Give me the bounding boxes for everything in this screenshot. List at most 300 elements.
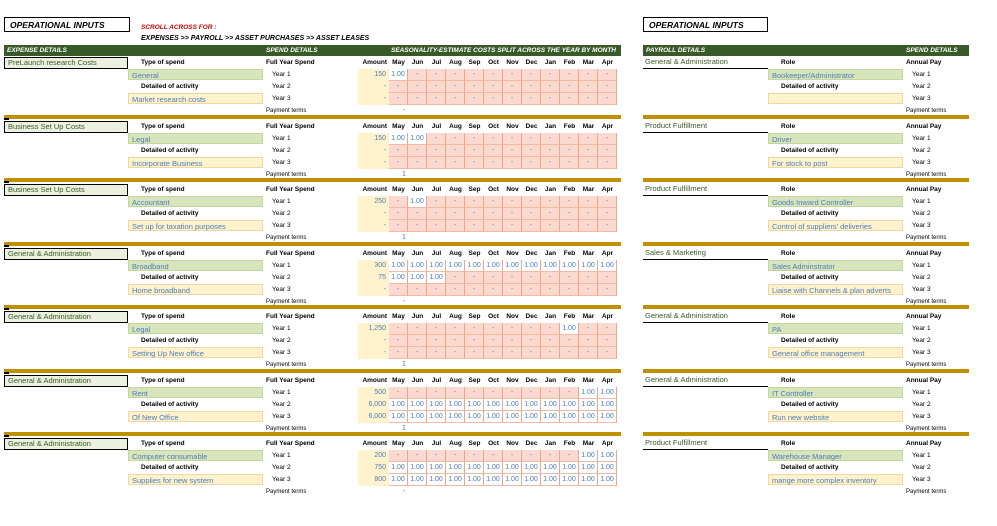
amount-year-2[interactable]: 75	[358, 272, 389, 284]
month-cell[interactable]: -	[522, 284, 541, 296]
month-cell[interactable]: -	[465, 284, 484, 296]
month-cell[interactable]: -	[427, 157, 446, 169]
month-cell[interactable]: -	[389, 347, 408, 359]
type-of-spend-input[interactable]: Broadband	[128, 260, 263, 271]
month-cell[interactable]: -	[503, 196, 522, 208]
month-cell[interactable]: -	[541, 133, 560, 145]
month-cell[interactable]: -	[522, 220, 541, 232]
month-cell[interactable]: -	[560, 145, 579, 157]
activity-input[interactable]: Market research costs	[128, 93, 263, 104]
month-cell[interactable]: -	[598, 133, 617, 145]
month-cell[interactable]: 1.00	[465, 411, 484, 423]
month-cell[interactable]: -	[560, 208, 579, 220]
month-cell[interactable]: 1.00	[408, 462, 427, 474]
month-cell[interactable]: 1.00	[389, 260, 408, 272]
month-cell[interactable]: -	[560, 133, 579, 145]
payment-terms-value[interactable]: 1	[402, 424, 406, 432]
month-cell[interactable]: -	[484, 69, 503, 81]
month-cell[interactable]: -	[522, 387, 541, 399]
month-cell[interactable]: -	[484, 81, 503, 93]
role-input[interactable]: Warehouse Manager	[768, 450, 903, 461]
month-cell[interactable]: -	[484, 284, 503, 296]
month-cell[interactable]: -	[446, 145, 465, 157]
month-cell[interactable]: -	[579, 133, 598, 145]
type-of-spend-input[interactable]: Computer consumable	[128, 450, 263, 461]
nav-path[interactable]: EXPENSES >> PAYROLL >> ASSET PURCHASES >> ASSET LEASES	[141, 35, 370, 42]
month-cell[interactable]: -	[503, 387, 522, 399]
month-cell[interactable]: -	[408, 145, 427, 157]
month-cell[interactable]: -	[446, 347, 465, 359]
month-cell[interactable]: -	[541, 145, 560, 157]
month-cell[interactable]: -	[503, 133, 522, 145]
month-cell[interactable]: -	[522, 133, 541, 145]
activity-input[interactable]: Setting Up New office	[128, 347, 263, 358]
month-cell[interactable]: -	[427, 387, 446, 399]
month-cell[interactable]: -	[389, 387, 408, 399]
month-cell[interactable]: -	[465, 323, 484, 335]
month-cell[interactable]: 1.00	[465, 462, 484, 474]
month-cell[interactable]: -	[465, 145, 484, 157]
month-cell[interactable]: -	[484, 450, 503, 462]
month-cell[interactable]: -	[503, 145, 522, 157]
activity-input[interactable]: Set up for taxation purposes	[128, 220, 263, 231]
month-cell[interactable]: -	[484, 208, 503, 220]
month-cell[interactable]: 1.00	[408, 272, 427, 284]
month-cell[interactable]: -	[522, 145, 541, 157]
month-cell[interactable]: -	[484, 347, 503, 359]
month-cell[interactable]: -	[446, 335, 465, 347]
month-cell[interactable]: -	[389, 81, 408, 93]
month-cell[interactable]: 1.00	[522, 260, 541, 272]
month-cell[interactable]: -	[598, 157, 617, 169]
month-cell[interactable]: -	[503, 284, 522, 296]
month-cell[interactable]: -	[408, 323, 427, 335]
activity-input[interactable]: For stock to post	[768, 157, 903, 168]
month-cell[interactable]: -	[484, 335, 503, 347]
month-cell[interactable]: -	[446, 387, 465, 399]
month-cell[interactable]: -	[598, 69, 617, 81]
month-cell[interactable]: 1.00	[579, 399, 598, 411]
month-cell[interactable]: 1.00	[598, 387, 617, 399]
amount-year-3[interactable]: -	[358, 157, 389, 169]
month-cell[interactable]: -	[408, 450, 427, 462]
month-cell[interactable]: -	[427, 335, 446, 347]
month-cell[interactable]: 1.00	[503, 399, 522, 411]
month-cell[interactable]: -	[579, 284, 598, 296]
month-cell[interactable]: -	[522, 81, 541, 93]
month-cell[interactable]: -	[503, 157, 522, 169]
month-cell[interactable]: -	[465, 272, 484, 284]
month-cell[interactable]: -	[560, 387, 579, 399]
role-input[interactable]: Sales Adminstrator	[768, 260, 903, 271]
activity-input[interactable]: General office management	[768, 347, 903, 358]
activity-input[interactable]: Incorporate Business	[128, 157, 263, 168]
month-cell[interactable]: -	[503, 335, 522, 347]
amount-year-3[interactable]: -	[358, 220, 389, 232]
month-cell[interactable]: -	[408, 93, 427, 105]
amount-year-1[interactable]: 250	[358, 196, 389, 208]
month-cell[interactable]: -	[541, 69, 560, 81]
amount-year-3[interactable]: -	[358, 93, 389, 105]
month-cell[interactable]: -	[522, 69, 541, 81]
month-cell[interactable]: -	[408, 347, 427, 359]
month-cell[interactable]: 1.00	[389, 411, 408, 423]
payment-terms-value[interactable]: 1	[402, 170, 406, 178]
month-cell[interactable]: -	[560, 272, 579, 284]
month-cell[interactable]: 1.00	[503, 411, 522, 423]
month-cell[interactable]: 1.00	[579, 462, 598, 474]
month-cell[interactable]: 1.00	[579, 411, 598, 423]
month-cell[interactable]: -	[579, 323, 598, 335]
month-cell[interactable]: -	[541, 196, 560, 208]
month-cell[interactable]: -	[522, 157, 541, 169]
payment-terms-value[interactable]: -	[402, 297, 406, 305]
month-cell[interactable]: -	[541, 323, 560, 335]
activity-input[interactable]: mange more complex inventory	[768, 474, 903, 485]
month-cell[interactable]: -	[446, 323, 465, 335]
month-cell[interactable]: 1.00	[560, 399, 579, 411]
month-cell[interactable]: -	[560, 93, 579, 105]
month-cell[interactable]: -	[579, 347, 598, 359]
month-cell[interactable]: -	[446, 220, 465, 232]
month-cell[interactable]: -	[465, 133, 484, 145]
month-cell[interactable]: -	[598, 284, 617, 296]
month-cell[interactable]: -	[579, 196, 598, 208]
amount-year-2[interactable]: -	[358, 81, 389, 93]
amount-year-3[interactable]: -	[358, 347, 389, 359]
month-cell[interactable]: -	[560, 335, 579, 347]
amount-year-2[interactable]: 750	[358, 462, 389, 474]
month-cell[interactable]: 1.00	[579, 450, 598, 462]
month-cell[interactable]: 1.00	[465, 260, 484, 272]
month-cell[interactable]: -	[446, 284, 465, 296]
month-cell[interactable]: 1.00	[389, 272, 408, 284]
month-cell[interactable]: -	[465, 450, 484, 462]
month-cell[interactable]: 1.00	[503, 462, 522, 474]
month-cell[interactable]: -	[389, 335, 408, 347]
month-cell[interactable]: 1.00	[560, 462, 579, 474]
month-cell[interactable]: -	[484, 196, 503, 208]
month-cell[interactable]: -	[427, 133, 446, 145]
month-cell[interactable]: -	[427, 196, 446, 208]
month-cell[interactable]: -	[484, 272, 503, 284]
month-cell[interactable]: -	[560, 157, 579, 169]
month-cell[interactable]: -	[503, 450, 522, 462]
amount-year-1[interactable]: 300	[358, 260, 389, 272]
month-cell[interactable]: -	[579, 208, 598, 220]
payment-terms-value[interactable]: -	[402, 488, 406, 495]
month-cell[interactable]: -	[465, 157, 484, 169]
month-cell[interactable]: -	[560, 284, 579, 296]
month-cell[interactable]: 1.00	[560, 260, 579, 272]
month-cell[interactable]: -	[541, 93, 560, 105]
month-cell[interactable]: 1.00	[579, 387, 598, 399]
month-cell[interactable]: -	[427, 220, 446, 232]
month-cell[interactable]: -	[484, 133, 503, 145]
month-cell[interactable]: -	[446, 157, 465, 169]
amount-year-1[interactable]: 150	[358, 69, 389, 81]
month-cell[interactable]: -	[465, 69, 484, 81]
month-cell[interactable]: -	[541, 450, 560, 462]
type-of-spend-input[interactable]: Legal	[128, 133, 263, 144]
month-cell[interactable]: -	[389, 145, 408, 157]
type-of-spend-input[interactable]: Legal	[128, 323, 263, 334]
month-cell[interactable]: -	[541, 387, 560, 399]
amount-year-2[interactable]: -	[358, 145, 389, 157]
month-cell[interactable]: -	[522, 196, 541, 208]
month-cell[interactable]: 1.00	[541, 462, 560, 474]
month-cell[interactable]: 1.00	[446, 474, 465, 486]
month-cell[interactable]: 1.00	[408, 133, 427, 145]
month-cell[interactable]: 1.00	[408, 411, 427, 423]
month-cell[interactable]: 1.00	[541, 399, 560, 411]
month-cell[interactable]: 1.00	[484, 399, 503, 411]
month-cell[interactable]: -	[446, 133, 465, 145]
type-of-spend-input[interactable]: Rent	[128, 387, 263, 398]
month-cell[interactable]: 1.00	[522, 474, 541, 486]
month-cell[interactable]: 1.00	[389, 399, 408, 411]
month-cell[interactable]: 1.00	[560, 323, 579, 335]
month-cell[interactable]: -	[408, 387, 427, 399]
month-cell[interactable]: -	[465, 335, 484, 347]
month-cell[interactable]: -	[560, 81, 579, 93]
month-cell[interactable]: 1.00	[408, 474, 427, 486]
month-cell[interactable]: -	[389, 220, 408, 232]
month-cell[interactable]: 1.00	[446, 399, 465, 411]
month-cell[interactable]: -	[465, 347, 484, 359]
role-input[interactable]: Bookeeper/Administrator	[768, 69, 903, 80]
month-cell[interactable]: -	[541, 284, 560, 296]
activity-input[interactable]: Home broadband	[128, 284, 263, 295]
month-cell[interactable]: -	[408, 284, 427, 296]
month-cell[interactable]: 1.00	[446, 260, 465, 272]
amount-year-3[interactable]: 6,000	[358, 411, 389, 423]
month-cell[interactable]: -	[408, 335, 427, 347]
month-cell[interactable]: -	[465, 220, 484, 232]
month-cell[interactable]: -	[408, 208, 427, 220]
month-cell[interactable]: -	[522, 208, 541, 220]
month-cell[interactable]: -	[522, 323, 541, 335]
month-cell[interactable]: 1.00	[408, 196, 427, 208]
month-cell[interactable]: 1.00	[427, 474, 446, 486]
month-cell[interactable]: -	[427, 81, 446, 93]
month-cell[interactable]: 1.00	[389, 133, 408, 145]
month-cell[interactable]: 1.00	[389, 474, 408, 486]
activity-input[interactable]: Run new website	[768, 411, 903, 422]
activity-input[interactable]: Liaise with Channels & plan adverts	[768, 284, 903, 295]
month-cell[interactable]: -	[427, 284, 446, 296]
month-cell[interactable]: -	[427, 450, 446, 462]
amount-year-1[interactable]: 1,250	[358, 323, 389, 335]
month-cell[interactable]: -	[389, 323, 408, 335]
month-cell[interactable]: -	[427, 93, 446, 105]
month-cell[interactable]: -	[503, 81, 522, 93]
month-cell[interactable]: -	[465, 81, 484, 93]
month-cell[interactable]: 1.00	[522, 399, 541, 411]
amount-year-3[interactable]: 800	[358, 474, 389, 486]
month-cell[interactable]: 1.00	[484, 411, 503, 423]
amount-year-3[interactable]: -	[358, 284, 389, 296]
month-cell[interactable]: -	[522, 335, 541, 347]
month-cell[interactable]: -	[598, 93, 617, 105]
month-cell[interactable]: 1.00	[427, 462, 446, 474]
month-cell[interactable]: 1.00	[484, 260, 503, 272]
month-cell[interactable]: -	[541, 272, 560, 284]
month-cell[interactable]: -	[579, 81, 598, 93]
month-cell[interactable]: 1.00	[408, 399, 427, 411]
month-cell[interactable]: 1.00	[598, 260, 617, 272]
month-cell[interactable]: -	[389, 450, 408, 462]
month-cell[interactable]: 1.00	[427, 272, 446, 284]
month-cell[interactable]: 1.00	[389, 69, 408, 81]
amount-year-2[interactable]: -	[358, 335, 389, 347]
month-cell[interactable]: 1.00	[522, 462, 541, 474]
amount-year-1[interactable]: 200	[358, 450, 389, 462]
activity-input[interactable]: Supplies for new system	[128, 474, 263, 485]
month-cell[interactable]: -	[560, 220, 579, 232]
month-cell[interactable]: -	[465, 208, 484, 220]
month-cell[interactable]: 1.00	[598, 462, 617, 474]
month-cell[interactable]: -	[598, 196, 617, 208]
activity-input[interactable]: Of New Office	[128, 411, 263, 422]
month-cell[interactable]: -	[579, 220, 598, 232]
month-cell[interactable]: -	[446, 81, 465, 93]
month-cell[interactable]: -	[389, 157, 408, 169]
month-cell[interactable]: 1.00	[598, 474, 617, 486]
month-cell[interactable]: -	[598, 272, 617, 284]
month-cell[interactable]: -	[560, 347, 579, 359]
month-cell[interactable]: -	[446, 208, 465, 220]
month-cell[interactable]: -	[560, 196, 579, 208]
month-cell[interactable]: -	[579, 69, 598, 81]
activity-input[interactable]	[768, 93, 903, 104]
month-cell[interactable]: 1.00	[465, 399, 484, 411]
month-cell[interactable]: 1.00	[503, 260, 522, 272]
month-cell[interactable]: 1.00	[598, 411, 617, 423]
amount-year-2[interactable]: -	[358, 208, 389, 220]
amount-year-1[interactable]: 150	[358, 133, 389, 145]
month-cell[interactable]: 1.00	[503, 474, 522, 486]
month-cell[interactable]: -	[503, 208, 522, 220]
month-cell[interactable]: -	[598, 335, 617, 347]
month-cell[interactable]: -	[598, 145, 617, 157]
month-cell[interactable]: -	[446, 93, 465, 105]
month-cell[interactable]: -	[522, 347, 541, 359]
month-cell[interactable]: -	[446, 196, 465, 208]
month-cell[interactable]: -	[484, 93, 503, 105]
month-cell[interactable]: -	[503, 220, 522, 232]
month-cell[interactable]: -	[484, 387, 503, 399]
month-cell[interactable]: -	[598, 347, 617, 359]
month-cell[interactable]: -	[389, 208, 408, 220]
month-cell[interactable]: -	[541, 220, 560, 232]
month-cell[interactable]: 1.00	[579, 260, 598, 272]
type-of-spend-input[interactable]: Accountant	[128, 196, 263, 207]
month-cell[interactable]: 1.00	[541, 260, 560, 272]
payment-terms-value[interactable]: 1	[402, 234, 406, 241]
role-input[interactable]: PA	[768, 323, 903, 334]
month-cell[interactable]: -	[465, 93, 484, 105]
month-cell[interactable]: 1.00	[598, 450, 617, 462]
type-of-spend-input[interactable]: General	[128, 69, 263, 80]
amount-year-1[interactable]: 500	[358, 387, 389, 399]
month-cell[interactable]: -	[598, 220, 617, 232]
month-cell[interactable]: -	[522, 272, 541, 284]
month-cell[interactable]: -	[541, 81, 560, 93]
month-cell[interactable]: 1.00	[408, 260, 427, 272]
month-cell[interactable]: -	[598, 81, 617, 93]
payment-terms-value[interactable]: 1	[402, 361, 406, 368]
month-cell[interactable]: -	[446, 69, 465, 81]
month-cell[interactable]: -	[484, 323, 503, 335]
month-cell[interactable]: -	[427, 145, 446, 157]
month-cell[interactable]: 1.00	[427, 260, 446, 272]
month-cell[interactable]: -	[541, 157, 560, 169]
month-cell[interactable]: -	[427, 323, 446, 335]
month-cell[interactable]: 1.00	[598, 399, 617, 411]
month-cell[interactable]: 1.00	[560, 474, 579, 486]
month-cell[interactable]: -	[427, 347, 446, 359]
month-cell[interactable]: -	[427, 69, 446, 81]
month-cell[interactable]: -	[522, 450, 541, 462]
month-cell[interactable]: -	[560, 450, 579, 462]
month-cell[interactable]: -	[446, 272, 465, 284]
month-cell[interactable]: -	[541, 347, 560, 359]
month-cell[interactable]: -	[484, 145, 503, 157]
month-cell[interactable]: -	[465, 387, 484, 399]
month-cell[interactable]: -	[389, 196, 408, 208]
month-cell[interactable]: -	[427, 208, 446, 220]
month-cell[interactable]: -	[503, 93, 522, 105]
month-cell[interactable]: 1.00	[446, 462, 465, 474]
role-input[interactable]: Goods Inward Controller	[768, 196, 903, 207]
month-cell[interactable]: -	[503, 347, 522, 359]
month-cell[interactable]: -	[484, 220, 503, 232]
month-cell[interactable]: 1.00	[560, 411, 579, 423]
month-cell[interactable]: 1.00	[465, 474, 484, 486]
month-cell[interactable]: 1.00	[427, 411, 446, 423]
month-cell[interactable]: -	[446, 450, 465, 462]
month-cell[interactable]: -	[408, 69, 427, 81]
month-cell[interactable]: 1.00	[427, 399, 446, 411]
month-cell[interactable]: -	[484, 157, 503, 169]
month-cell[interactable]: 1.00	[484, 474, 503, 486]
month-cell[interactable]: 1.00	[541, 411, 560, 423]
month-cell[interactable]: 1.00	[484, 462, 503, 474]
month-cell[interactable]: -	[522, 93, 541, 105]
month-cell[interactable]: -	[503, 323, 522, 335]
month-cell[interactable]: 1.00	[579, 474, 598, 486]
role-input[interactable]: Driver	[768, 133, 903, 144]
month-cell[interactable]: -	[560, 69, 579, 81]
month-cell[interactable]: -	[541, 208, 560, 220]
amount-year-2[interactable]: 6,000	[358, 399, 389, 411]
month-cell[interactable]: -	[579, 272, 598, 284]
month-cell[interactable]: -	[598, 208, 617, 220]
month-cell[interactable]: -	[598, 323, 617, 335]
role-input[interactable]: IT Controller	[768, 387, 903, 398]
month-cell[interactable]: 1.00	[522, 411, 541, 423]
month-cell[interactable]: -	[465, 196, 484, 208]
month-cell[interactable]: 1.00	[446, 411, 465, 423]
month-cell[interactable]: -	[579, 145, 598, 157]
month-cell[interactable]: -	[408, 220, 427, 232]
month-cell[interactable]: -	[408, 81, 427, 93]
month-cell[interactable]: -	[389, 93, 408, 105]
activity-input[interactable]: Control of suppliers' deliveries	[768, 220, 903, 231]
month-cell[interactable]: -	[579, 157, 598, 169]
month-cell[interactable]: -	[579, 335, 598, 347]
